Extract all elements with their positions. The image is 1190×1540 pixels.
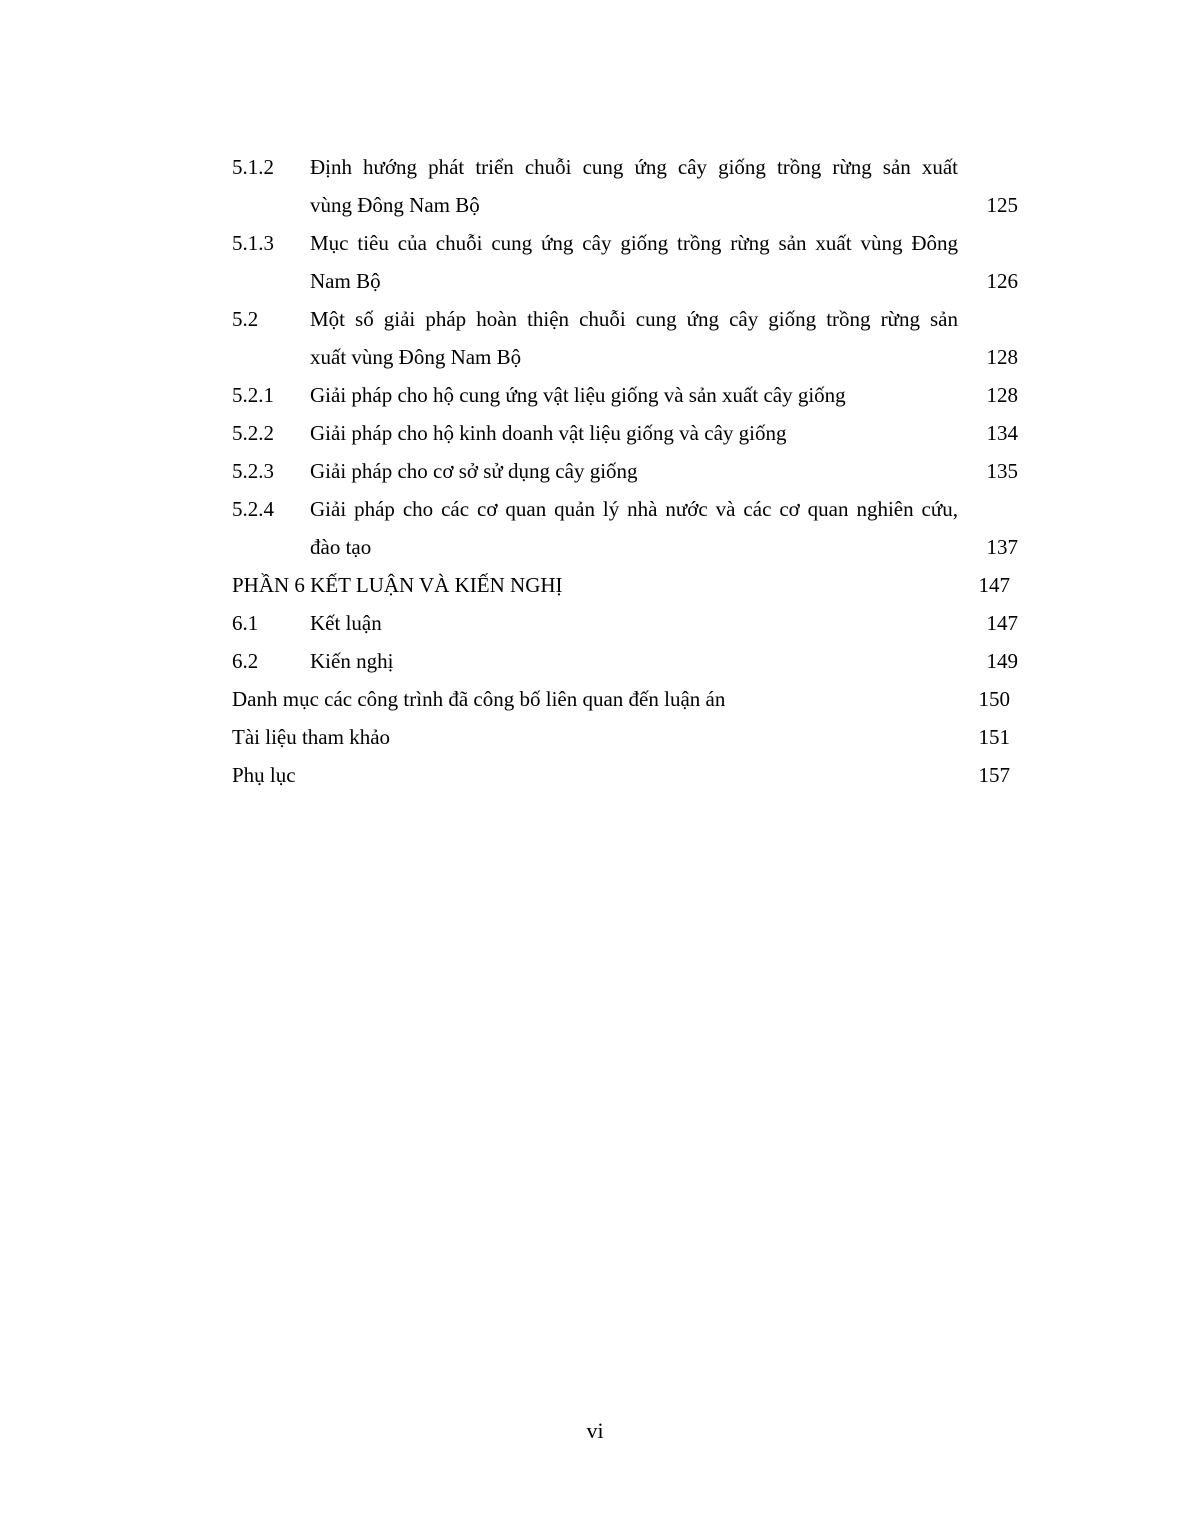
toc-part-6[interactable] [232,566,1010,604]
page-number-footer: vi [586,1418,604,1443]
toc-page-number: 126 [986,269,1018,293]
table-of-contents [232,148,1018,794]
toc-entry-title-line: Giải pháp cho các cơ quan quản lý nhà nước và các cơ quan nghiên cứu, [310,497,958,521]
toc-entry-5-2[interactable] [232,300,1018,376]
toc-page-number: 151 [978,725,1010,749]
toc-entry-number: 5.2.1 [232,383,274,407]
toc-back-matter-publications[interactable] [232,680,1010,718]
toc-page-number: 150 [978,687,1010,711]
toc-entry-title-line: Kiến nghị [310,649,394,673]
toc-entry-number: 5.2.3 [232,459,274,483]
toc-entry-number: 5.2 [232,307,259,331]
toc-entry-number: 6.1 [232,611,259,635]
toc-entry-number: 5.1.2 [232,155,274,179]
toc-entry-5-2-1[interactable] [232,376,1018,414]
toc-page-number: 147 [986,611,1018,635]
toc-page-number: 147 [978,573,1010,597]
toc-back-matter-references[interactable] [232,718,1010,756]
toc-entry-6-1[interactable] [232,604,1018,642]
toc-entry-5-1-2[interactable] [232,148,1018,224]
toc-page-number: 134 [986,421,1018,445]
toc-entry-6-2[interactable] [232,642,1018,680]
toc-back-matter-title: Tài liệu tham khảo [232,725,391,749]
toc-entry-number: 5.2.4 [232,497,274,521]
toc-entry-number: 5.2.2 [232,421,274,445]
toc-entry-title-line: Một số giải pháp hoàn thiện chuỗi cung ứng cây giống trồng rừng sản [310,307,958,331]
toc-entry-title-line: Giải pháp cho cơ sở sử dụng cây giống [310,459,638,483]
toc-entry-title-line: Nam Bộ [310,269,381,293]
toc-entry-number: 6.2 [232,649,259,673]
toc-entry-title-line: Kết luận [310,611,382,635]
toc-back-matter-title: Phụ lục [232,763,296,787]
toc-part-title: PHẦN 6 KẾT LUẬN VÀ KIẾN NGHỊ [232,573,563,597]
toc-entry-title-line: Giải pháp cho hộ kinh doanh vật liệu giống và cây giống [310,421,787,445]
toc-entry-title-line: xuất vùng Đông Nam Bộ [310,345,522,369]
toc-back-matter-appendix[interactable] [232,756,1010,794]
toc-entry-title-line: đào tạo [310,535,372,559]
toc-entry-number: 5.1.3 [232,231,274,255]
toc-entry-title-line: Mục tiêu của chuỗi cung ứng cây giống trồng rừng sản xuất vùng Đông [310,231,958,255]
toc-page-number: 128 [986,345,1018,369]
toc-entry-5-2-4[interactable] [232,490,1018,566]
toc-page-number: 149 [986,649,1018,673]
toc-entry-5-1-3[interactable] [232,224,1018,300]
toc-entry-title-line: Định hướng phát triển chuỗi cung ứng cây giống trồng rừng sản xuất [310,155,958,179]
toc-page-number: 157 [978,763,1010,787]
toc-entry-title-line: Giải pháp cho hộ cung ứng vật liệu giống và sản xuất cây giống [310,383,846,407]
toc-entry-title-line: vùng Đông Nam Bộ [310,193,480,217]
toc-page-number: 137 [986,535,1018,559]
toc-entry-5-2-2[interactable] [232,414,1018,452]
toc-page-number: 125 [986,193,1018,217]
toc-page-number: 135 [986,459,1018,483]
toc-page-number: 128 [986,383,1018,407]
toc-entry-5-2-3[interactable] [232,452,1018,490]
toc-back-matter-title: Danh mục các công trình đã công bố liên quan đến luận án [232,687,726,711]
